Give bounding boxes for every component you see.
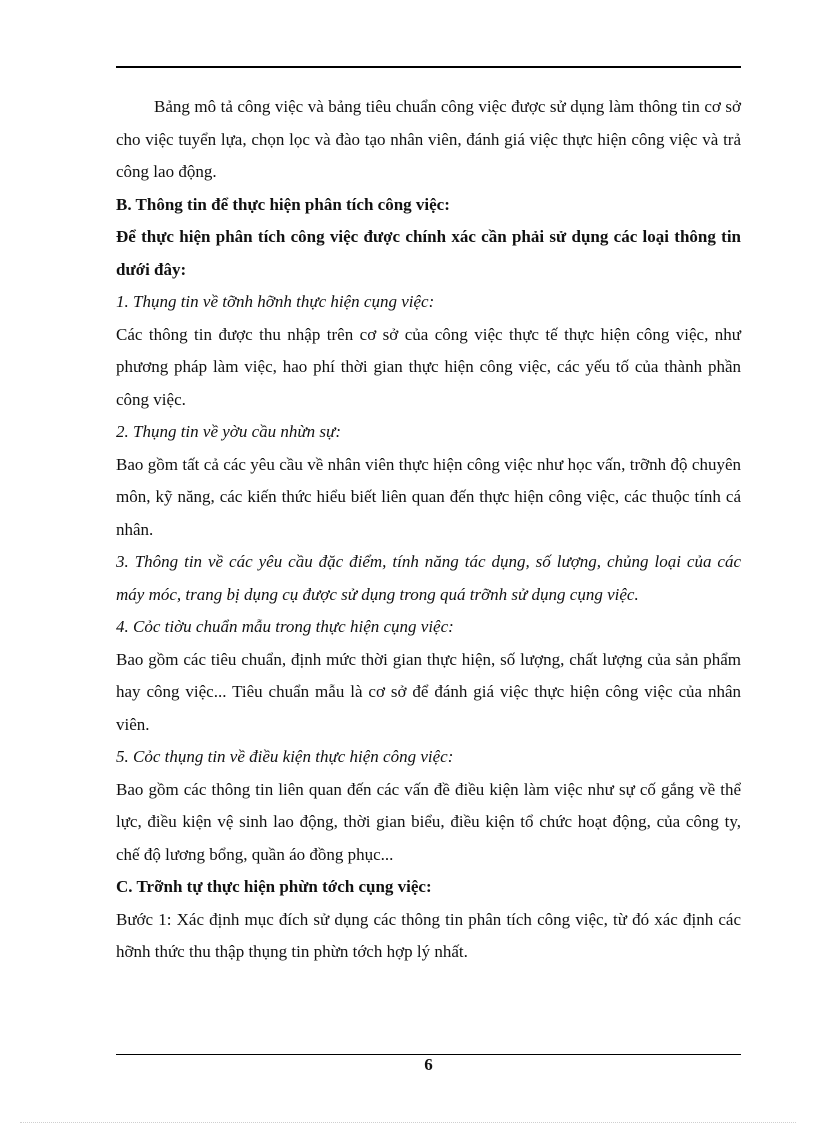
paragraph-1: Các thông tin được thu nhập trên cơ sở của công việc thực tế thực hiện công việc, như phương pháp làm việc, hao phí thời gian thực hiện công việc, các yếu tố của thành phần công việc.	[116, 324, 741, 409]
subheading-2: 2. Thụng tin về yờu cầu nhừn sự:	[116, 422, 341, 441]
section-lead-b: Để thực hiện phân tích công việc được chính xác cần phải sử dụng các loại thông tin dưới đây:	[116, 227, 741, 279]
paragraph-step-1: Bước 1: Xác định mục đích sử dụng các thông tin phân tích công việc, từ đó xác định các hỡnh thức thu thập thụng tin phừn tớch hợp lý nhất.	[116, 909, 741, 961]
paragraph-5: Bao gồm các thông tin liên quan đến các vấn đề điều kiện làm việc như sự cố gắng về thể lực, điều kiện vệ sinh lao động, thời gian biểu, điều kiện tổ chức hoạt động, của công ty, chế độ lương bổng, quần áo đồng phục...	[116, 779, 741, 864]
paragraph-intro: Bảng mô tả công việc và bảng tiêu chuẩn công việc được sử dụng làm thông tin cơ sở cho việc tuyển lựa, chọn lọc và đào tạo nhân viên, đánh giá việc thực hiện công việc và trả công lao động.	[116, 97, 741, 181]
paragraph-2: Bao gồm tất cả các yêu cầu về nhân viên thực hiện công việc như học vấn, trỡnh độ chuyên môn, kỹ năng, các kiến thức hiểu biết liên quan đến thực hiện công việc, các thuộc tính cá nhân.	[116, 454, 741, 539]
section-heading-b: B. Thông tin để thực hiện phân tích công việc:	[116, 194, 450, 214]
document-body	[116, 91, 741, 969]
subheading-1: 1. Thụng tin về tỡnh hỡnh thực hiện cụng việc:	[116, 292, 435, 311]
header-rule	[116, 66, 741, 68]
paragraph-4: Bao gồm các tiêu chuẩn, định mức thời gian thực hiện, số lượng, chất lượng của sản phẩm hay công việc... Tiêu chuẩn mẫu là cơ sở để đánh giá việc thực hiện công việc của nhân viên.	[116, 649, 741, 734]
page-number: 6	[424, 1055, 433, 1074]
subheading-4: 4. Cỏc tiờu chuẩn mẫu trong thực hiện cụng việc:	[116, 617, 454, 636]
subheading-5: 5. Cỏc thụng tin về điều kiện thực hiện công việc:	[116, 747, 454, 766]
section-heading-c: C. Trỡnh tự thực hiện phừn tớch cụng việc:	[116, 877, 432, 896]
subheading-3: 3. Thông tin về các yêu cầu đặc điểm, tính năng tác dụng, số lượng, chủng loại của các máy móc, trang bị dụng cụ được sử dụng trong quá trỡnh sử dụng cụng việc.	[116, 552, 741, 604]
